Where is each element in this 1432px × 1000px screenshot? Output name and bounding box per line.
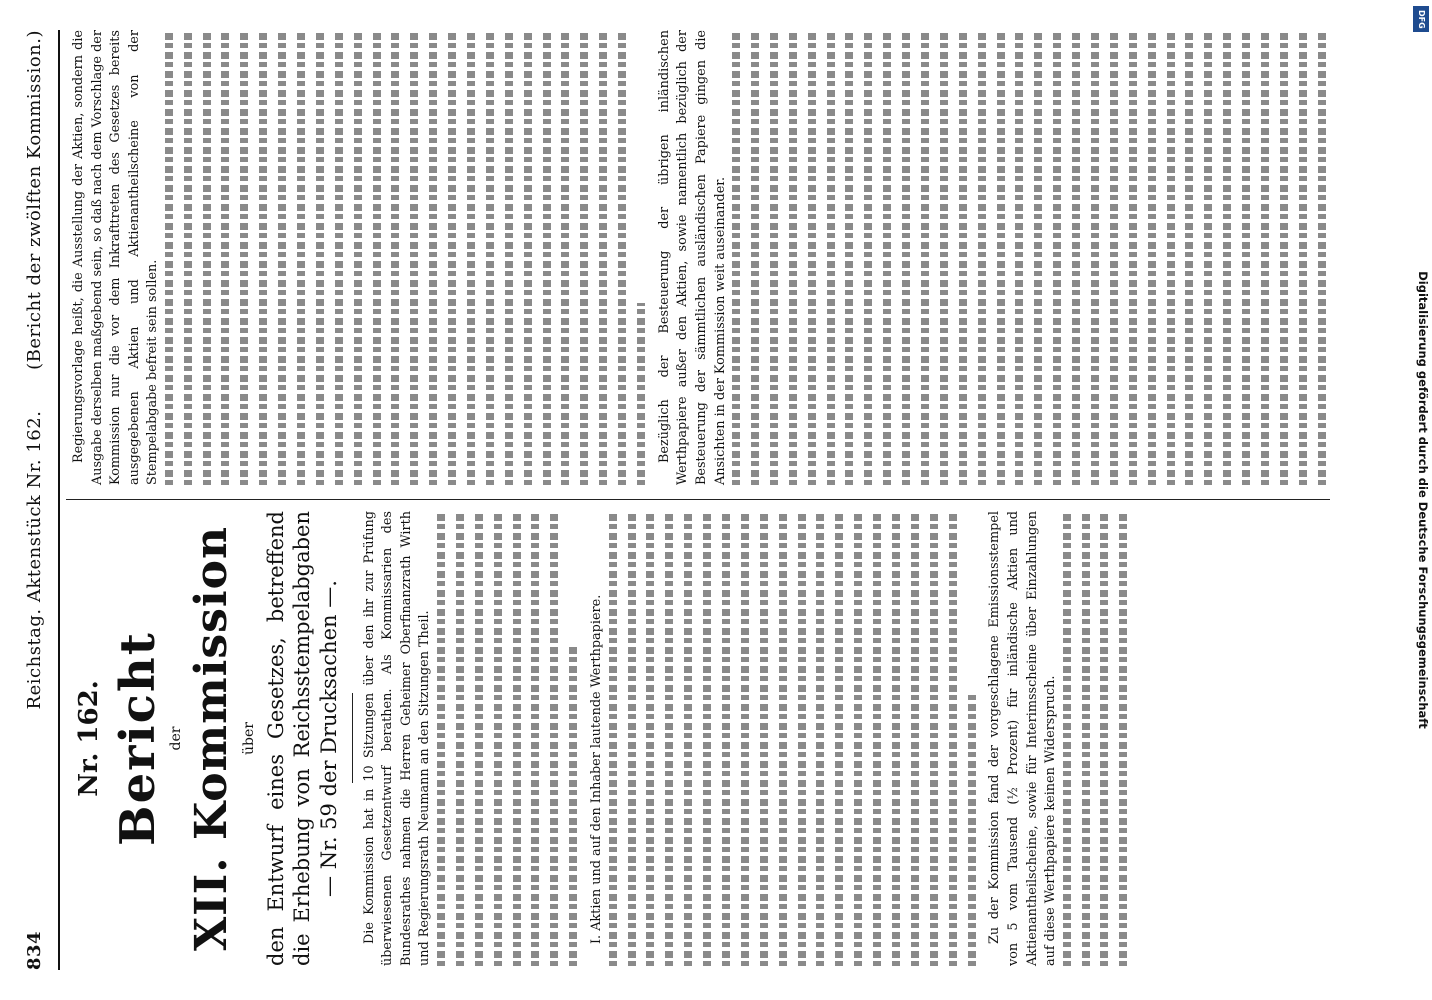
left-section-heading: I. Aktien und auf den Inhaber lautende Werthpapiere. bbox=[589, 594, 605, 944]
running-title: Reichstag. Aktenstück Nr. 162. bbox=[24, 410, 45, 710]
heading-ueber: über bbox=[241, 722, 257, 755]
commission-title: XII. Kommission bbox=[186, 526, 237, 951]
document-heading: Bericht bbox=[110, 631, 166, 846]
left-paragraph-3: Zu der Kommission fand der vorgeschlagene Emissionsstempel von 5 vom Tausend (½ Prozent) für inländische Aktien und Aktienantheilscheine, sowie für Interimsscheine über Einzahlungen auf diese Werthpapiere keinen Widerspruch. bbox=[987, 511, 1059, 966]
heading-der: der bbox=[168, 726, 184, 751]
dfg-logo: DFG bbox=[1413, 6, 1429, 32]
left-paragraph-1: Die Kommission hat in 10 Sitzungen über den ihr zur Prüfung überwiesenen Gesetzentwurf berathen. Als Kommissarien des Bundesrathes nahmen die Herren Geheimer Oberfinanzrath Wirth und Regierungsrath Neumann an den Sitzungen Theil. bbox=[361, 511, 433, 966]
document-number: Nr. 162. bbox=[74, 680, 104, 797]
page-number: 834 bbox=[24, 930, 45, 970]
header-rule bbox=[58, 30, 60, 970]
title-block bbox=[74, 511, 353, 966]
left-text-lines-1 bbox=[437, 511, 577, 966]
right-paragraph-1: Regierungsvorlage heißt, die Ausstellung der Aktien, sondern die Ausgabe derselben maßgebend sein, so daß nach dem Vorschlage der Kommission nur die vor dem Inkrafttreten des Gesetzes bereits ausgegebenen Aktien und Aktienantheilscheine von der Stempelabgabe befreit sein sollen. bbox=[71, 30, 161, 485]
column-rule bbox=[66, 499, 1330, 500]
document-subject: den Entwurf eines Gesetzes, betreffend die Erhebung von Reichsstempelabgaben — Nr. 59 der Drucksachen —. bbox=[264, 511, 341, 966]
left-text-lines-3 bbox=[1063, 511, 1128, 966]
right-column bbox=[70, 30, 1330, 485]
left-text-lines-2 bbox=[609, 511, 976, 966]
right-paragraph-2: Bezüglich der Besteuerung der übrigen inländischen Werthpapiere außer den Aktien, sowie namentlich bezüglich der Besteuerung der sämmtlichen ausländischen Papiere gingen die Ansichten in der Kommission weit auseinander. bbox=[656, 30, 728, 485]
digitization-note-text: Digitalisierung gefördert durch die Deutsche Forschungsgemeinschaft bbox=[1416, 271, 1430, 729]
right-text-lines-2 bbox=[732, 30, 1326, 485]
digitization-note bbox=[1408, 0, 1430, 1000]
running-side-title: (Bericht der zwölften Kommission.) bbox=[24, 30, 45, 370]
running-head bbox=[18, 30, 52, 970]
left-column bbox=[70, 511, 1330, 966]
title-rule bbox=[352, 694, 353, 784]
right-text-lines-1 bbox=[165, 30, 645, 485]
